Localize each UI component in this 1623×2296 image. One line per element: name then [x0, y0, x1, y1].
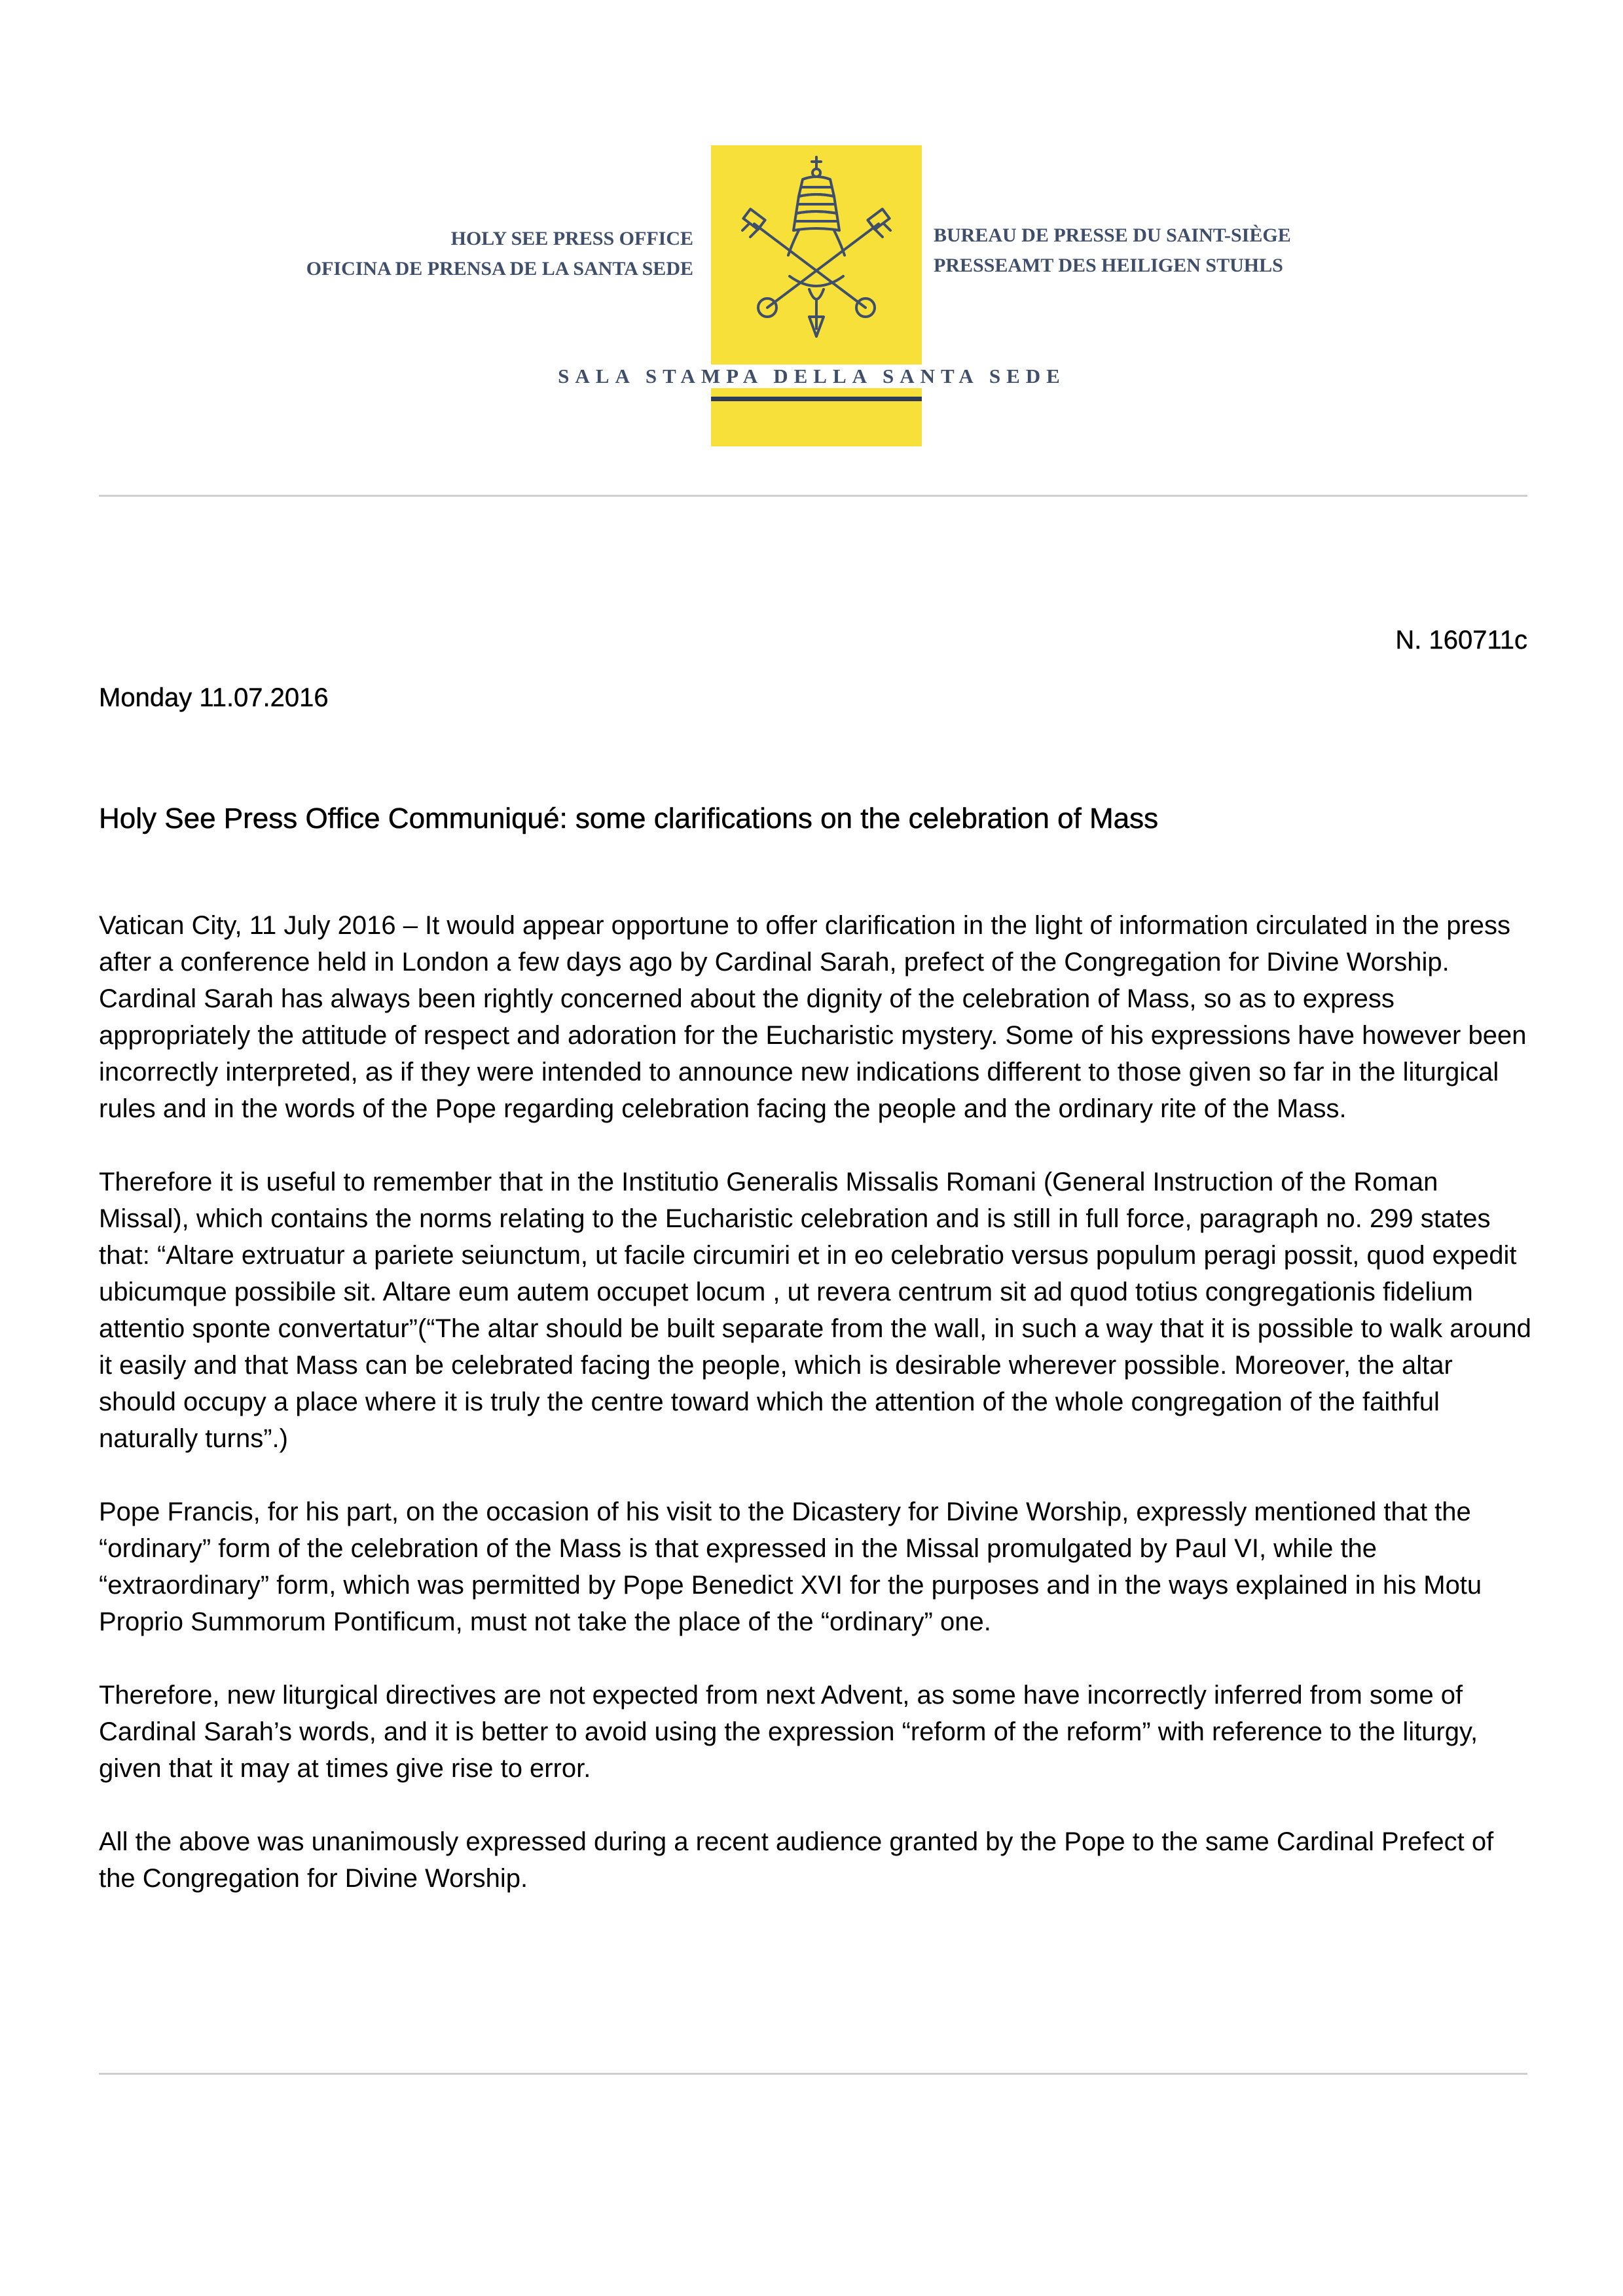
sala-stampa-label: SALA STAMPA DELLA SANTA SEDE	[553, 365, 1071, 388]
letterhead-left	[306, 224, 693, 284]
bulletin-date: Monday 11.07.2016	[99, 683, 329, 712]
body-paragraph: Pope Francis, for his part, on the occasion of his visit to the Dicastery for Divine Worship, expressly mentioned that the “ordinary” form of the celebration of the Mass is that expressed in the Missal promulgated by Paul VI, while the “extraordinary” form, which was permitted by Pope Benedict XVI for the purposes and in the ways explained in his Motu Proprio Summorum Pontificum, must not take the place of the “ordinary” one.	[99, 1498, 1482, 1636]
emblem-box	[711, 145, 922, 446]
letterhead-english: HOLY SEE PRESS OFFICE	[450, 228, 693, 249]
sala-stampa-band	[550, 360, 1074, 393]
letterhead-german: PRESSEAMT DES HEILIGEN STUHLS	[934, 255, 1283, 276]
letterhead-spanish: OFICINA DE PRENSA DE LA SANTA SEDE	[306, 258, 693, 279]
body-paragraph: Vatican City, 11 July 2016 – It would appear opportune to offer clarification in the light of information circulated in the press after a conference held in London a few days ago by Cardinal Sarah, prefect of the Congregation for Divine Worship. Cardinal Sarah has always been rightly concerned about the dignity of the celebration of Mass, so as to express appropriately the attitude of respect and adoration for the Eucharistic mystery. Some of his expressions have however been incorrectly interpreted, as if they were intended to announce new indications different to those given so far in the liturgical rules and in the words of the Pope regarding celebration facing the people and the ordinary rite of the Mass.	[99, 911, 1527, 1123]
body-paragraph: Therefore it is useful to remember that in the Institutio Generalis Missalis Romani (General Instruction of the Roman Missal), which contains the norms relating to the Eucharistic celebration and is still in full force, paragraph no. 299 states that: “Altare extruatur a pariete seiunctum, ut facile circumiri et in eo celebratio versus populum peragi possit, quod expedit ubicumque possibile sit. Altare eum autem occupet locum , ut revera centrum sit ad quod totius congregationis fidelium attentio sponte convertatur”(“The altar should be built separate from the wall, in such a way that it is possible to walk around it easily and that Mass can be celebrated facing the people, which is desirable wherever possible. Moreover, the altar should occupy a place where it is truly the centre toward which the attention of the whole congregation of the faithful naturally turns”.)	[99, 1168, 1531, 1453]
letterhead-french: BUREAU DE PRESSE DU SAINT-SIÈGE	[934, 224, 1291, 246]
bulletin-title: Holy See Press Office Communiqué: some clarifications on the celebration of Mass	[99, 802, 1159, 834]
papal-coat-of-arms-icon	[711, 145, 922, 342]
sala-stampa-rule	[711, 397, 922, 401]
body-paragraph: Therefore, new liturgical directives are not expected from next Advent, as some have incorrectly inferred from some of Cardinal Sarah’s words, and it is better to avoid using the expression “reform of the reform” with reference to the liturgy, given that it may at times give rise to error.	[99, 1681, 1478, 1783]
bottom-divider	[99, 2073, 1527, 2075]
letterhead-right	[934, 221, 1291, 281]
top-divider	[99, 495, 1527, 497]
bulletin-number: N. 160711c	[1395, 626, 1527, 655]
body-paragraph: All the above was unanimously expressed during a recent audience granted by the Pope to the same Cardinal Prefect of the Congregation for Divine Worship.	[99, 1827, 1494, 1893]
bulletin-body	[99, 907, 1533, 1933]
